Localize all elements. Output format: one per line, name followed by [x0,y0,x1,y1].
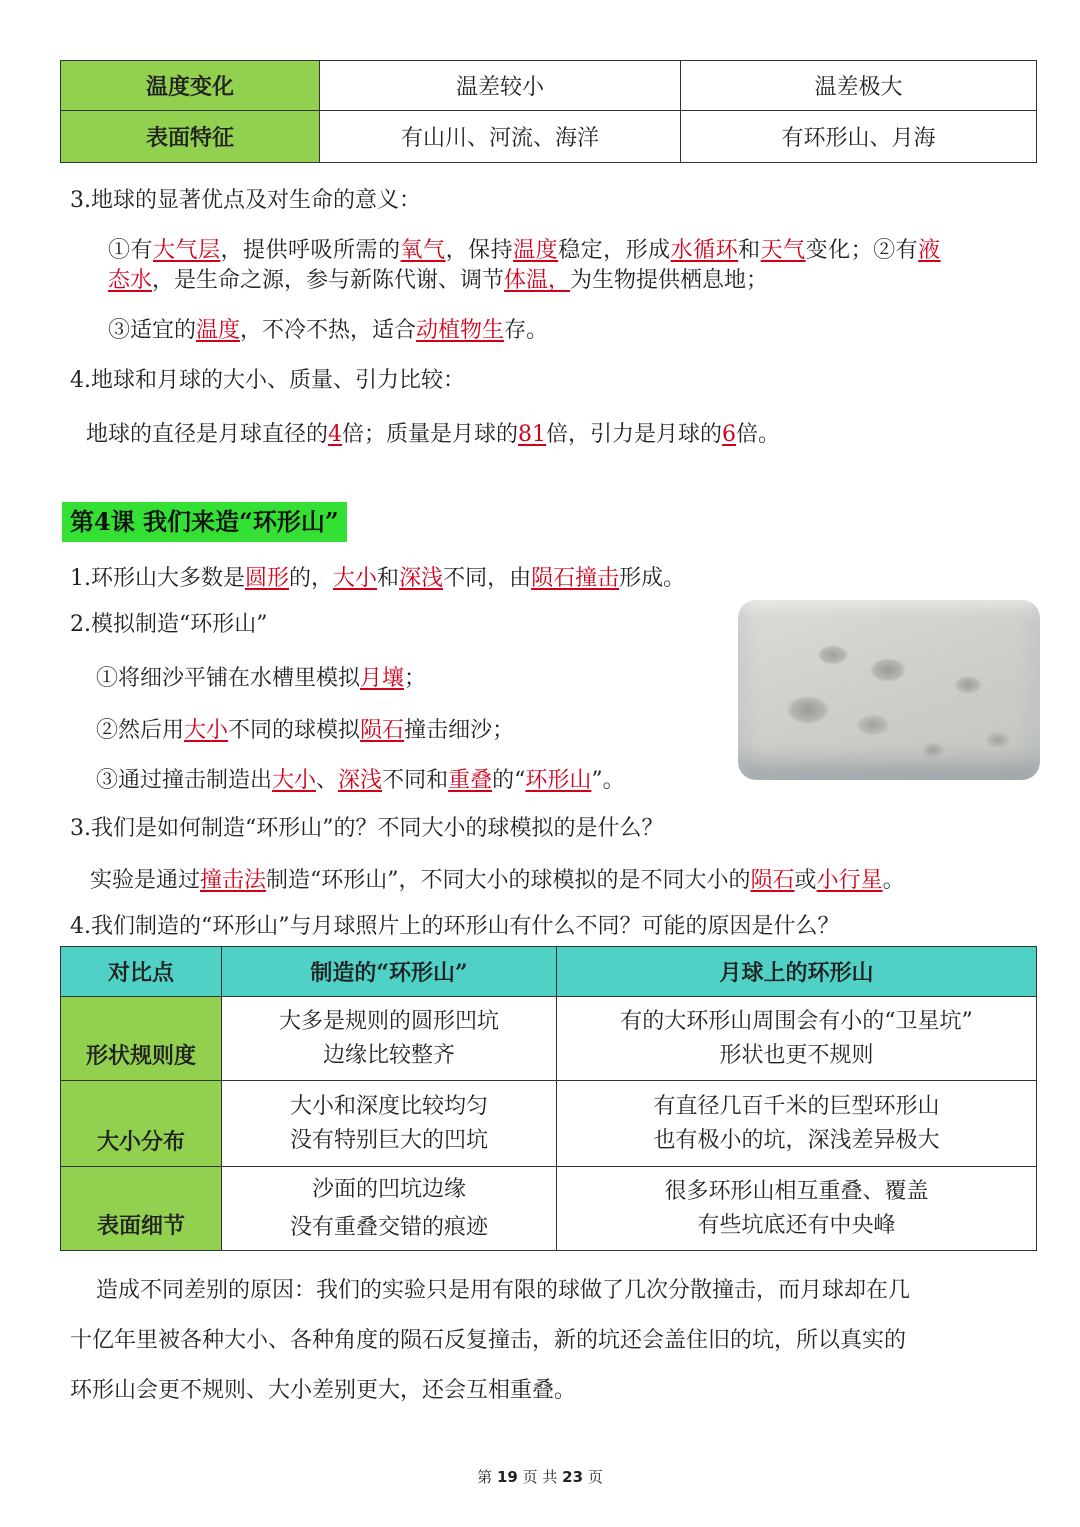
text: 形状也更不规则 [719,1042,874,1068]
lesson-q3-title: 3.我们是如何制造“环形山”的？不同大小的球模拟的是什么？ [70,816,664,841]
lesson-title: 第4课 我们来造“环形山” [62,502,347,542]
text: 页 [587,1468,603,1486]
question-4-title: 4.地球和月球的大小、质量、引力比较： [70,368,465,393]
row-label: 表面细节 [61,1167,222,1251]
table-row [61,61,1037,111]
text: ②然后用 [96,718,185,743]
text: 不同的球模拟 [228,718,361,743]
text: 变化；②有 [805,238,919,263]
text: 倍。 [736,422,781,447]
text: 有些坑底还有中央峰 [697,1212,896,1238]
made-cell [222,997,557,1081]
q4-answer [86,420,780,450]
text: 制造“环形山”，不同大小的球模拟的是不同大小的 [266,868,751,893]
text: ； [404,666,427,691]
keyword: 体温， [504,268,571,293]
lesson-q2-step-3 [96,766,625,796]
text: 存。 [504,318,549,343]
question-3-title: 3.地球的显著优点及对生命的意义： [70,188,421,213]
reason-line-2: 十亿年里被各种大小、各种角度的陨石反复撞击，新的坑还会盖住旧的坑，所以真实的 [70,1328,907,1353]
keyword: 天气 [760,238,806,263]
row-label: 大小分布 [61,1081,222,1167]
keyword: 水循环 [670,238,739,263]
comparison-table-top [60,60,1037,163]
text: 和 [377,566,400,591]
text: 页 共 [522,1468,558,1486]
text: 倍，引力是月球的 [546,422,723,447]
row-label: 表面特征 [61,111,320,163]
keyword: 态水 [108,268,153,293]
text: 1.环形山大多数是 [70,566,245,591]
keyword: 环形山 [525,768,592,793]
text: 沙面的凹坑边缘 [311,1176,466,1202]
text: 有直径几百千米的巨型环形山 [653,1093,940,1119]
reason-line-1: 造成不同差别的原因：我们的实验只是用有限的球做了几次分散撞击，而月球却在几 [96,1278,911,1303]
keyword: 小行星 [816,868,883,893]
total-pages: 23 [562,1468,584,1486]
reason-line-3: 环形山会更不规则、大小差别更大，还会互相重叠。 [70,1378,577,1403]
keyword: 深浅 [399,566,444,591]
moon-cell [557,1167,1037,1251]
text: 。 [882,868,905,893]
keyword: 深浅 [338,768,383,793]
text: 边缘比较整齐 [322,1042,455,1068]
made-cell [222,1081,557,1167]
text: 稳定，形成 [558,238,671,263]
text: ，提供呼吸所需的 [220,238,401,263]
text: ①将细沙平铺在水槽里模拟 [96,666,361,691]
text: 撞击细沙； [404,718,515,743]
earth-cell: 温差较小 [320,61,681,111]
keyword: 大小 [184,718,229,743]
lesson-q2-title: 2.模拟制造“环形山” [70,612,268,637]
text: ①有 [108,238,154,263]
table-row [61,1167,1037,1251]
text: 不同和 [382,768,449,793]
lesson-q2-step-2 [96,716,514,746]
keyword: 81 [518,422,547,447]
column-header: 制造的“环形山” [222,947,557,997]
moon-cell: 温差极大 [681,61,1037,111]
text: 、 [316,768,339,793]
lesson-q4-title: 4.我们制造的“环形山”与月球照片上的环形山有什么不同？可能的原因是什么？ [70,914,840,939]
text: ③通过撞击制造出 [96,768,273,793]
text: 也有极小的坑，深浅差异极大 [653,1127,940,1153]
crater-comparison-table [60,946,1037,1251]
text: 实验是通过 [90,868,201,893]
text: 没有重叠交错的痕迹 [289,1214,488,1240]
keyword: 大小 [272,768,317,793]
keyword: 动植物生 [416,318,505,343]
column-header: 月球上的环形山 [557,947,1037,997]
column-header: 对比点 [61,947,222,997]
text: ”。 [591,768,625,793]
text: 为生物提供栖息地； [570,268,769,293]
row-label: 温度变化 [61,61,320,111]
text: ，保持 [445,238,514,263]
text: 大小和深度比较均匀 [289,1093,488,1119]
moon-cell [557,997,1037,1081]
text: 倍；质量是月球的 [342,422,519,447]
keyword: 液 [918,238,941,263]
lesson-q3-answer [90,866,905,896]
table-row [61,1081,1037,1167]
q3-line-3 [108,316,548,346]
keyword: 陨石撞击 [531,566,620,591]
lesson-q2-step-1 [96,664,426,694]
keyword: 月壤 [360,666,405,691]
row-label: 形状规则度 [61,997,222,1081]
keyword: 圆形 [245,566,290,591]
keyword: 陨石 [750,868,795,893]
text: 第 [477,1468,493,1486]
text: 的， [289,566,334,591]
page-number-footer [0,1466,1080,1487]
text: 的“ [492,768,526,793]
q3-line-1 [108,236,941,266]
keyword: 温度 [513,238,559,263]
keyword: 撞击法 [200,868,267,893]
text: ，不冷不热，适合 [240,318,417,343]
text: 地球的直径是月球直径的 [86,422,329,447]
text: ，是生命之源，参与新陈代谢、调节 [152,268,505,293]
keyword: 陨石 [360,718,405,743]
table-header-row [61,947,1037,997]
keyword: 温度 [196,318,241,343]
earth-cell: 有山川、河流、海洋 [320,111,681,163]
text: 和 [738,238,761,263]
table-row [61,111,1037,163]
current-page: 19 [496,1468,518,1486]
keyword: 4 [328,422,343,447]
q3-line-2 [108,266,768,296]
keyword: 重叠 [448,768,493,793]
keyword: 大气层 [153,238,221,263]
made-cell [222,1167,557,1251]
moon-cell [557,1081,1037,1167]
text: ③适宜的 [108,318,197,343]
keyword: 大小 [333,566,378,591]
text: 很多环形山相互重叠、覆盖 [664,1178,929,1204]
table-row [61,997,1037,1081]
keyword: 氧气 [400,238,446,263]
text: 没有特别巨大的凹坑 [289,1127,488,1153]
text: 不同，由 [443,566,532,591]
lesson-q1 [70,564,685,594]
text: 或 [794,868,817,893]
moon-cell: 有环形山、月海 [681,111,1037,163]
text: 形成。 [619,566,686,591]
text: 大多是规则的圆形凹坑 [278,1008,499,1034]
text: 有的大环形山周围会有小的“卫星坑” [620,1008,973,1034]
keyword: 6 [722,422,737,447]
sand-crater-photo [738,600,1040,780]
